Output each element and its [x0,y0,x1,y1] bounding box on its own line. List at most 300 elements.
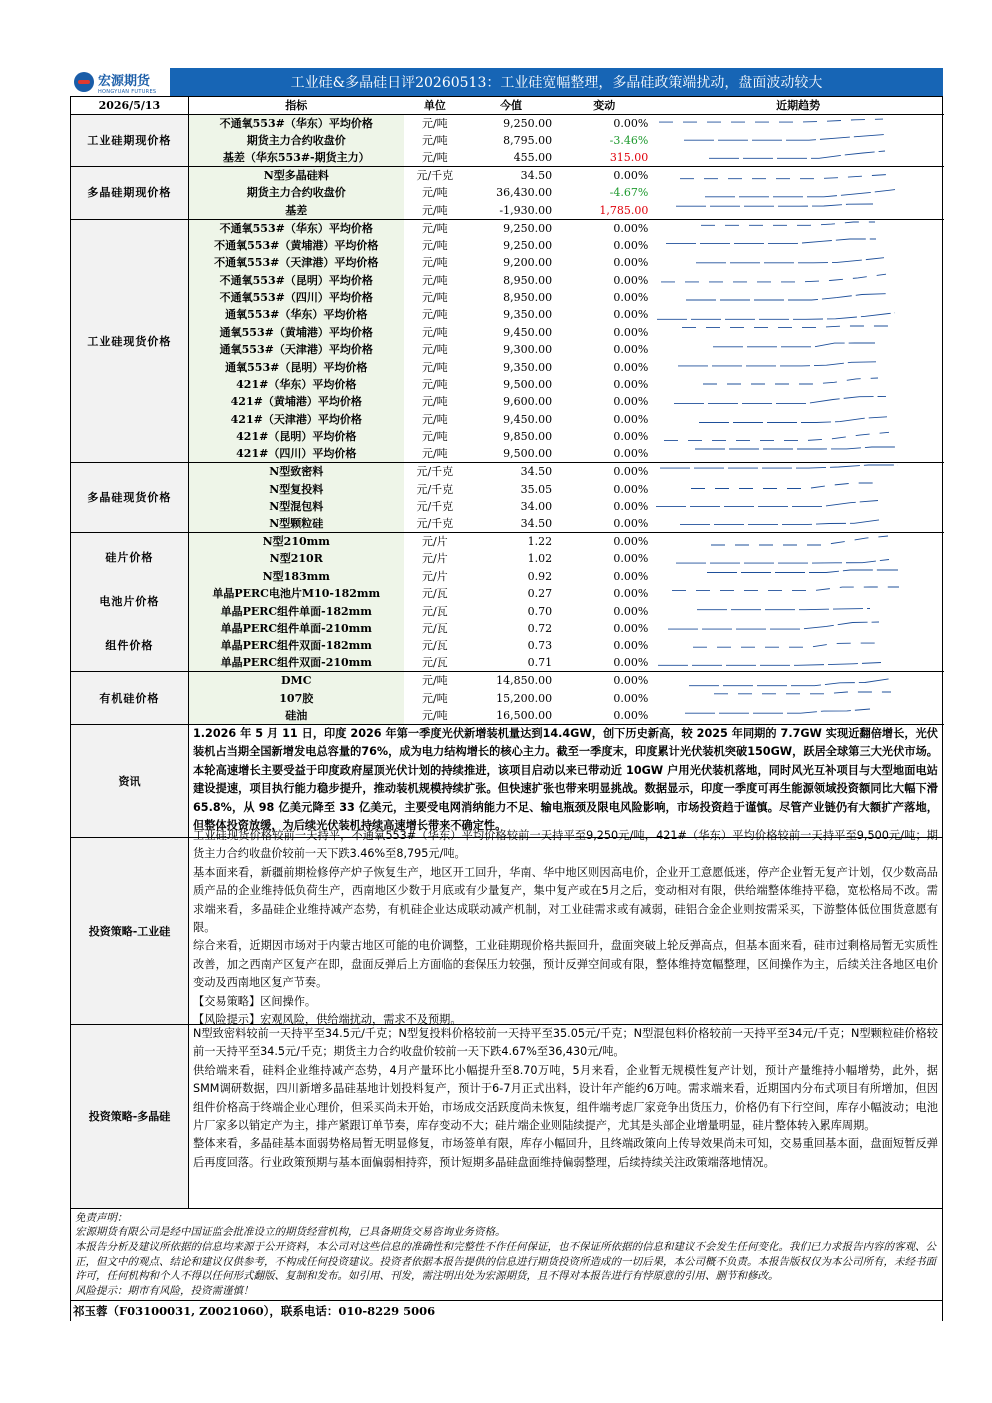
sparkline [652,411,943,428]
unit-cell: 元/吨 [421,291,448,305]
change-cell: 0.00% [556,654,652,672]
table-row [71,428,944,445]
unit-cell: 元/吨 [421,134,448,148]
sparkline-trace [697,608,870,609]
unit-cell: 元/瓦 [421,621,448,635]
table-row [71,550,944,567]
sparkline-trace [659,119,883,122]
trend-cell [652,707,944,725]
value-cell: 9,250.00 [503,116,553,130]
disclaimer-title: 免责声明： [75,1211,128,1224]
trend-cell [652,533,944,551]
sparkline [652,533,943,550]
unit-cell: 元/吨 [421,116,448,130]
change-cell: -3.46% [609,134,649,148]
change-cell: -4.67% [609,186,649,200]
indicator-cell: N型210R [188,550,403,567]
logo-name: 宏源期货 [98,73,151,89]
trend-cell [652,568,944,585]
change-cell: 0.00% [613,587,649,601]
strategy-poly-p3: 整体来看，多晶硅基本面弱势格局暂无明显修复，市场签单有限，库存小幅回升，且终端政策向上传导效果尚未可知，交易重回基本面，盘面短暂反弹后再度回落。行业政策预期与基本面偏弱相持弈，预计短期多晶硅盘面维持偏弱整理，后续持续关注政策端落地情况。 [193,1137,938,1169]
sparkline [652,481,943,498]
indicator-cell: 421#（黄埔港）平均价格 [188,393,403,410]
indicator-cell: 单晶PERC组件单面-182mm [188,602,403,619]
value-cell: 34.50 [466,515,556,533]
value-cell: 9,500.00 [466,445,556,463]
price-table [71,97,944,725]
change-cell: 0.00% [613,116,649,130]
sparkline-trace [709,151,885,158]
value-cell: 455.00 [466,149,556,167]
sparkline [652,376,943,393]
change-cell: 0.00% [556,515,652,533]
trend-cell [652,202,944,220]
unit-cell: 元/吨 [421,273,448,287]
col-indicator: 指标 [188,97,403,114]
sparkline-trace [656,500,878,506]
change-cell: 0.00% [613,395,649,409]
logo-sub: HONGYUAN FUTURES [98,88,157,95]
change-cell: 0.00% [613,499,649,513]
table-row [71,132,944,149]
strategy-si-p5: 【风险提示】宏观风险，供给端扰动，需求不及预期。 [193,1012,462,1026]
trend-cell [652,184,944,201]
indicator-cell: 通氧553#（华东）平均价格 [188,306,403,323]
indicator-cell: N型颗粒硅 [188,515,403,533]
unit-cell: 元/吨 [421,308,448,322]
indicator-cell: 不通氧553#（昆明）平均价格 [188,271,403,288]
table-row [71,707,944,725]
table-row [71,533,944,551]
value-cell: 9,350.00 [503,360,553,374]
change-cell: 0.00% [613,482,649,496]
trend-cell [652,637,944,654]
change-cell: 0.00% [556,707,652,725]
value-cell: 34.00 [520,499,553,513]
sub-category-label: 硅片价格 [105,551,154,565]
trend-cell [652,237,944,254]
company-logo [70,68,170,96]
category-cell: 有机硅价格 [71,672,188,724]
indicator-cell: 421#（华东）平均价格 [188,376,403,393]
col-value: 今值 [466,97,556,114]
change-cell: 0.00% [556,445,652,463]
sparkline [652,654,943,671]
change-cell: 0.00% [613,691,649,705]
col-trend: 近期趋势 [652,97,944,114]
unit-cell: 元/吨 [421,186,448,200]
change-cell: 0.00% [613,343,649,357]
sparkline [652,463,943,480]
change-cell: 1,785.00 [556,202,652,220]
sparkline-trace [693,643,880,647]
value-cell: 9,450.00 [503,325,553,339]
sparkline-trace [711,536,888,545]
value-cell: 34.50 [520,169,553,183]
indicator-cell: 421#（四川）平均价格 [188,445,403,463]
value-cell: 0.73 [527,639,553,653]
table-row [71,358,944,375]
trend-cell [652,620,944,637]
sparkline-trace [674,397,886,404]
sparkline-trace [707,570,898,573]
change-cell: 0.00% [613,238,649,252]
change-cell: 0.00% [613,308,649,322]
table-row [71,445,944,463]
trend-cell [652,306,944,323]
sparkline [652,637,943,654]
table-row [71,254,944,271]
sparkline [652,707,943,724]
change-cell: 0.00% [613,604,649,618]
sparkline [652,220,943,237]
value-cell: 9,500.00 [503,377,553,391]
disclaimer-line-1: 宏源期货有限公司是经中国证监会批准设立的期货经营机构，已具备期货交易咨询业务资格。 [75,1226,506,1239]
trend-cell [652,585,944,602]
unit-cell: 元/千克 [416,169,454,183]
trend-cell [652,393,944,410]
strategy-si-body [189,828,942,1026]
sparkline-trace [668,622,879,629]
indicator-cell: N型混包料 [188,498,403,515]
trend-cell [652,602,944,619]
trend-cell [652,672,944,690]
sparkline-trace [699,417,887,423]
sparkline-trace [658,663,881,666]
value-cell: -1,930.00 [466,202,556,220]
trend-cell [652,376,944,393]
sparkline [652,393,943,410]
news-text: 1.2026 年 5 月 11 日，印度 2026 年第一季度光伏新增装机量达到14.4GW，创下历史新高，较 2025 年同期的 7.7GW 实现近翻倍增长，光伏装机占当期全国新增发电总容量的76%，成为电力结构增长的核心主力。截至一季度末，印度累计光伏装机突破150GW，跃居全球第三大光伏市场。本轮高速增长主要受益于印度政府屋顶光伏计划的持续推进，该项目启动以来已带动近 10GW 户用光伏装机落地，同时风光互补项目与大型地面电站建设提速，项目执行能力稳步提升，推动装机规模持续扩张。但快速扩张也带来明显挑战。数据显示，印度一季度可再生能源领域投资额同比大幅下滑65.8%，从 98 亿美元降至 33 亿美元，主要受电网消纳能力不足、输电瓶颈及限电风险影响，市场投资趋于谨慎。尽管产业链仍有大额扩产落地，但整体投资放缓，为后续光伏装机持续高速增长带来不确定性。 [193,726,938,832]
indicator-cell: 不通氧553#（黄埔港）平均价格 [188,237,403,254]
trend-cell [652,324,944,341]
report-title: 工业硅&多晶硅日评20260513：工业硅宽幅整理，多晶硅政策端扰动，盘面波动较大 [170,68,943,96]
sparkline [652,324,943,341]
value-cell: 8,950.00 [503,273,553,287]
sparkline [652,550,943,567]
value-cell: 8,795.00 [503,134,553,148]
logo-mark-icon [74,72,94,92]
report-date: 2026/5/13 [71,97,188,114]
indicator-cell: 通氧553#（天津港）平均价格 [188,341,403,358]
sparkline [652,202,943,219]
change-cell: 0.00% [613,569,649,583]
sparkline-trace [689,679,890,686]
news-section [71,725,942,838]
sparkline-trace [657,313,895,320]
indicator-cell: N型致密料 [188,463,403,481]
value-cell: 34.50 [520,465,553,479]
sparkline [652,167,943,184]
unit-cell: 元/吨 [421,238,448,252]
strategy-poly-label: 投资策略-多晶硅 [71,1025,189,1208]
unit-cell: 元/吨 [421,430,448,444]
sparkline-trace [714,692,891,694]
trend-cell [652,167,944,185]
indicator-cell: 单晶PERC组件双面-210mm [188,654,403,672]
disclaimer-line-2: 本报告分析及建议所依据的信息均来源于公开资料，本公司对这些信息的准确性和完整性不作任何保证，也不保证所依据的信息和建议不会发生任何变化。我们已力求报告内容的客观、公正，但文中的观点、结论和建议仅供参考，不构成任何投资建议。投资者依据本报告提供的信息进行期货投资所造成的一切后果，本公司概不负责。本报告版权仅为本公司所有，未经书面许可，任何机构和个人不得以任何形式翻版、复制和发布。如引用、刊发，需注明出处为宏源期货，且不得对本报告进行有悖原意的引用、删节和修改。 [75,1241,936,1283]
author-footer: 祁玉蓉（F03100031, Z0021060），联系电话：010-8229 5006 [73,1304,436,1319]
value-cell: 9,850.00 [503,430,553,444]
category-cell: 工业硅期现价格 [71,114,188,166]
indicator-cell: 单晶PERC组件双面-182mm [188,637,403,654]
sparkline-trace [703,378,878,384]
value-cell: 0.71 [466,654,556,672]
strategy-si-p4: 【交易策略】区间操作。 [193,994,317,1008]
table-row [71,585,944,602]
value-cell: 9,300.00 [503,343,553,357]
unit-cell: 元/吨 [421,325,448,339]
sparkline [652,272,943,289]
value-cell: 36,430.00 [496,186,553,200]
change-cell: 0.00% [613,325,649,339]
unit-cell: 元/片 [421,569,448,583]
change-cell: 0.00% [613,169,649,183]
category-cell [71,533,188,672]
value-cell: 15,200.00 [496,691,553,705]
trend-cell [652,550,944,567]
sparkline [652,359,943,376]
unit-cell: 元/吨 [421,691,448,705]
unit-cell: 元/千克 [416,482,454,496]
table-row [71,602,944,619]
table-row [71,568,944,585]
sparkline [652,620,943,637]
sparkline [652,254,943,271]
indicator-cell: 基差（华东553#-期货主力） [188,149,403,167]
change-cell: 0.00% [613,221,649,235]
sparkline-trace [680,174,894,179]
change-cell: 0.00% [613,291,649,305]
sparkline [652,184,943,201]
trend-cell [652,498,944,515]
table-row [71,393,944,410]
report-body [70,96,943,1321]
col-unit: 单位 [404,97,466,114]
indicator-cell: 421#（天津港）平均价格 [188,411,403,428]
value-cell: 9,450.00 [503,412,553,426]
indicator-cell: N型183mm [188,568,403,585]
change-cell: 0.00% [613,412,649,426]
category-cell: 多晶硅现货价格 [71,463,188,533]
sparkline [652,149,943,166]
sparkline [652,115,943,132]
change-cell: 0.00% [613,535,649,549]
trend-cell [652,428,944,445]
unit-cell: 元/吨 [404,445,466,463]
table-row [71,689,944,706]
sparkline [652,585,943,602]
value-cell: 9,250.00 [503,238,553,252]
table-row [71,620,944,637]
table-row [71,637,944,654]
unit-cell: 元/瓦 [421,604,448,618]
col-change: 变动 [556,97,652,114]
disclaimer-line-3: 风险提示：期市有风险，投资需谨慎！ [75,1284,254,1297]
indicator-cell: N型多晶硅料 [188,167,403,185]
change-cell: 0.00% [613,430,649,444]
trend-cell [652,358,944,375]
table-row [71,341,944,358]
indicator-cell: 不通氧553#（华东）平均价格 [188,114,403,132]
table-row [71,114,944,132]
indicator-cell: 期货主力合约收盘价 [188,184,403,201]
trend-cell [652,654,944,672]
indicator-cell: 通氧553#（黄埔港）平均价格 [188,324,403,341]
sparkline [652,445,943,462]
change-cell: 0.00% [613,674,649,688]
unit-cell: 元/吨 [404,202,466,220]
value-cell: 9,350.00 [503,308,553,322]
category-cell: 多晶硅期现价格 [71,167,188,219]
change-cell: 0.00% [613,552,649,566]
sparkline-trace [666,239,876,243]
unit-cell: 元/瓦 [404,654,466,672]
table-row [71,480,944,497]
indicator-cell: 不通氧553#（四川）平均价格 [188,289,403,306]
sparkline-trace [676,204,873,206]
trend-cell [652,132,944,149]
unit-cell: 元/片 [421,552,448,566]
indicator-cell: 硅油 [188,707,403,725]
change-cell: 315.00 [556,149,652,167]
sparkline [652,603,943,620]
value-cell: 1.22 [527,535,553,549]
sparkline-trace [695,447,897,449]
table-row [71,654,944,672]
table-row [71,324,944,341]
sparkline-trace [684,135,884,141]
news-body [189,725,942,837]
value-cell: 16,500.00 [466,707,556,725]
sparkline-trace [661,274,886,282]
table-row [71,515,944,533]
indicator-cell: DMC [188,672,403,690]
indicator-cell: 107胶 [188,689,403,706]
sparkline [652,498,943,515]
indicator-cell: 不通氧553#（华东）平均价格 [188,219,403,237]
unit-cell: 元/吨 [421,377,448,391]
unit-cell: 元/瓦 [421,639,448,653]
table-row [71,219,944,237]
sparkline-trace [685,709,870,713]
value-cell: 9,200.00 [503,256,553,270]
table-row [71,289,944,306]
trend-cell [652,411,944,428]
sub-category-label: 组件价格 [105,639,154,653]
trend-cell [652,254,944,271]
change-cell: 0.00% [613,256,649,270]
value-cell: 8,950.00 [503,291,553,305]
trend-cell [652,480,944,497]
sparkline-trace [696,258,884,263]
indicator-cell: 单晶PERC电池片M10-182mm [188,585,403,602]
indicator-cell: 单晶PERC组件单面-210mm [188,620,403,637]
value-cell: 0.92 [527,569,553,583]
indicator-cell: 通氧553#（昆明）平均价格 [188,358,403,375]
unit-cell: 元/吨 [421,256,448,270]
table-row [71,149,944,167]
unit-cell: 元/吨 [421,674,448,688]
unit-cell: 元/吨 [421,360,448,374]
table-row [71,184,944,201]
value-cell: 9,250.00 [503,221,553,235]
sparkline [652,515,943,532]
change-cell: 0.00% [613,360,649,374]
sparkline-trace [672,587,899,591]
trend-cell [652,463,944,481]
sparkline [652,289,943,306]
sparkline-trace [691,483,877,489]
sparkline [652,428,943,445]
indicator-cell: 基差 [188,202,403,220]
report-page [70,68,943,1321]
sparkline [652,690,943,707]
table-row [71,411,944,428]
value-cell: 35.05 [520,482,553,496]
change-cell: 0.00% [613,465,649,479]
table-header-row [71,97,944,114]
sparkline-trace [682,326,897,327]
value-cell: 1.02 [527,552,553,566]
table-row [71,167,944,185]
sparkline-trace [676,560,889,564]
sub-category-label: 电池片价格 [99,595,160,609]
indicator-cell: N型210mm [188,533,403,551]
value-cell: 9,600.00 [503,395,553,409]
sparkline-trace [680,520,879,525]
trend-cell [652,515,944,533]
unit-cell: 元/吨 [404,149,466,167]
strategy-si-p2: 基本面来看，新疆前期检修停产炉子恢复生产，地区开工回升，华南、华中地区则因高电价，企业开工意愿低迷，停产企业暂无复产计划，仅少数高品质产品的企业维持低负荷生产，西南地区少数于月底或有少量复产，集中复产或在5月之后，变动相对有限，供给端整体维持平稳，宽松格局不改。需求端来看，多晶硅企业维持减产态势，有机硅企业达成联动减产机制，对工业硅需求或有减弱，硅铝合金企业则按需采买，下游整体低位围货意愿有限。 [193,865,938,934]
unit-cell: 元/吨 [421,412,448,426]
indicator-cell: 不通氧553#（天津港）平均价格 [188,254,403,271]
sparkline-trace [686,294,887,300]
indicator-cell: 期货主力合约收盘价 [188,132,403,149]
trend-cell [652,341,944,358]
trend-cell [652,689,944,706]
unit-cell: 元/吨 [404,707,466,725]
strategy-poly-body [189,1025,942,1208]
strategy-si-p3: 综合来看，近期因市场对于内蒙古地区可能的电价调整，工业硅期现价格共振回升，盘面突破上轮反弹高点，但基本面来看，硅市过剩格局暂无实质性改善，加之西南产区复产在即，盘面反弹后上方面临的套保压力较强，预计反弹空间或有限，整体维持宽幅整理，区间操作为主，后续关注各地区电价变动及西南地区复产节奏。 [193,939,938,990]
sparkline-trace [713,343,875,347]
value-cell: 0.27 [527,587,553,601]
strategy-si-label: 投资策略-工业硅 [71,838,189,1024]
report-header [70,68,943,96]
change-cell: 0.00% [613,377,649,391]
trend-cell [652,149,944,167]
change-cell: 0.00% [613,639,649,653]
sparkline-trace [701,222,875,225]
change-cell: 0.00% [613,273,649,287]
trend-cell [652,271,944,288]
table-row [71,463,944,481]
sparkline [652,341,943,358]
unit-cell: 元/瓦 [421,587,448,601]
sparkline-trace [678,361,876,365]
table-row [71,271,944,288]
disclaimer [71,1209,942,1302]
sparkline [652,306,943,323]
unit-cell: 元/千克 [404,515,466,533]
indicator-cell: N型复投料 [188,480,403,497]
sparkline-trace [660,465,898,468]
strategy-poly-section [71,1025,942,1209]
unit-cell: 元/片 [421,535,448,549]
value-cell: 14,850.00 [496,674,553,688]
table-row [71,202,944,220]
unit-cell: 元/吨 [421,343,448,357]
